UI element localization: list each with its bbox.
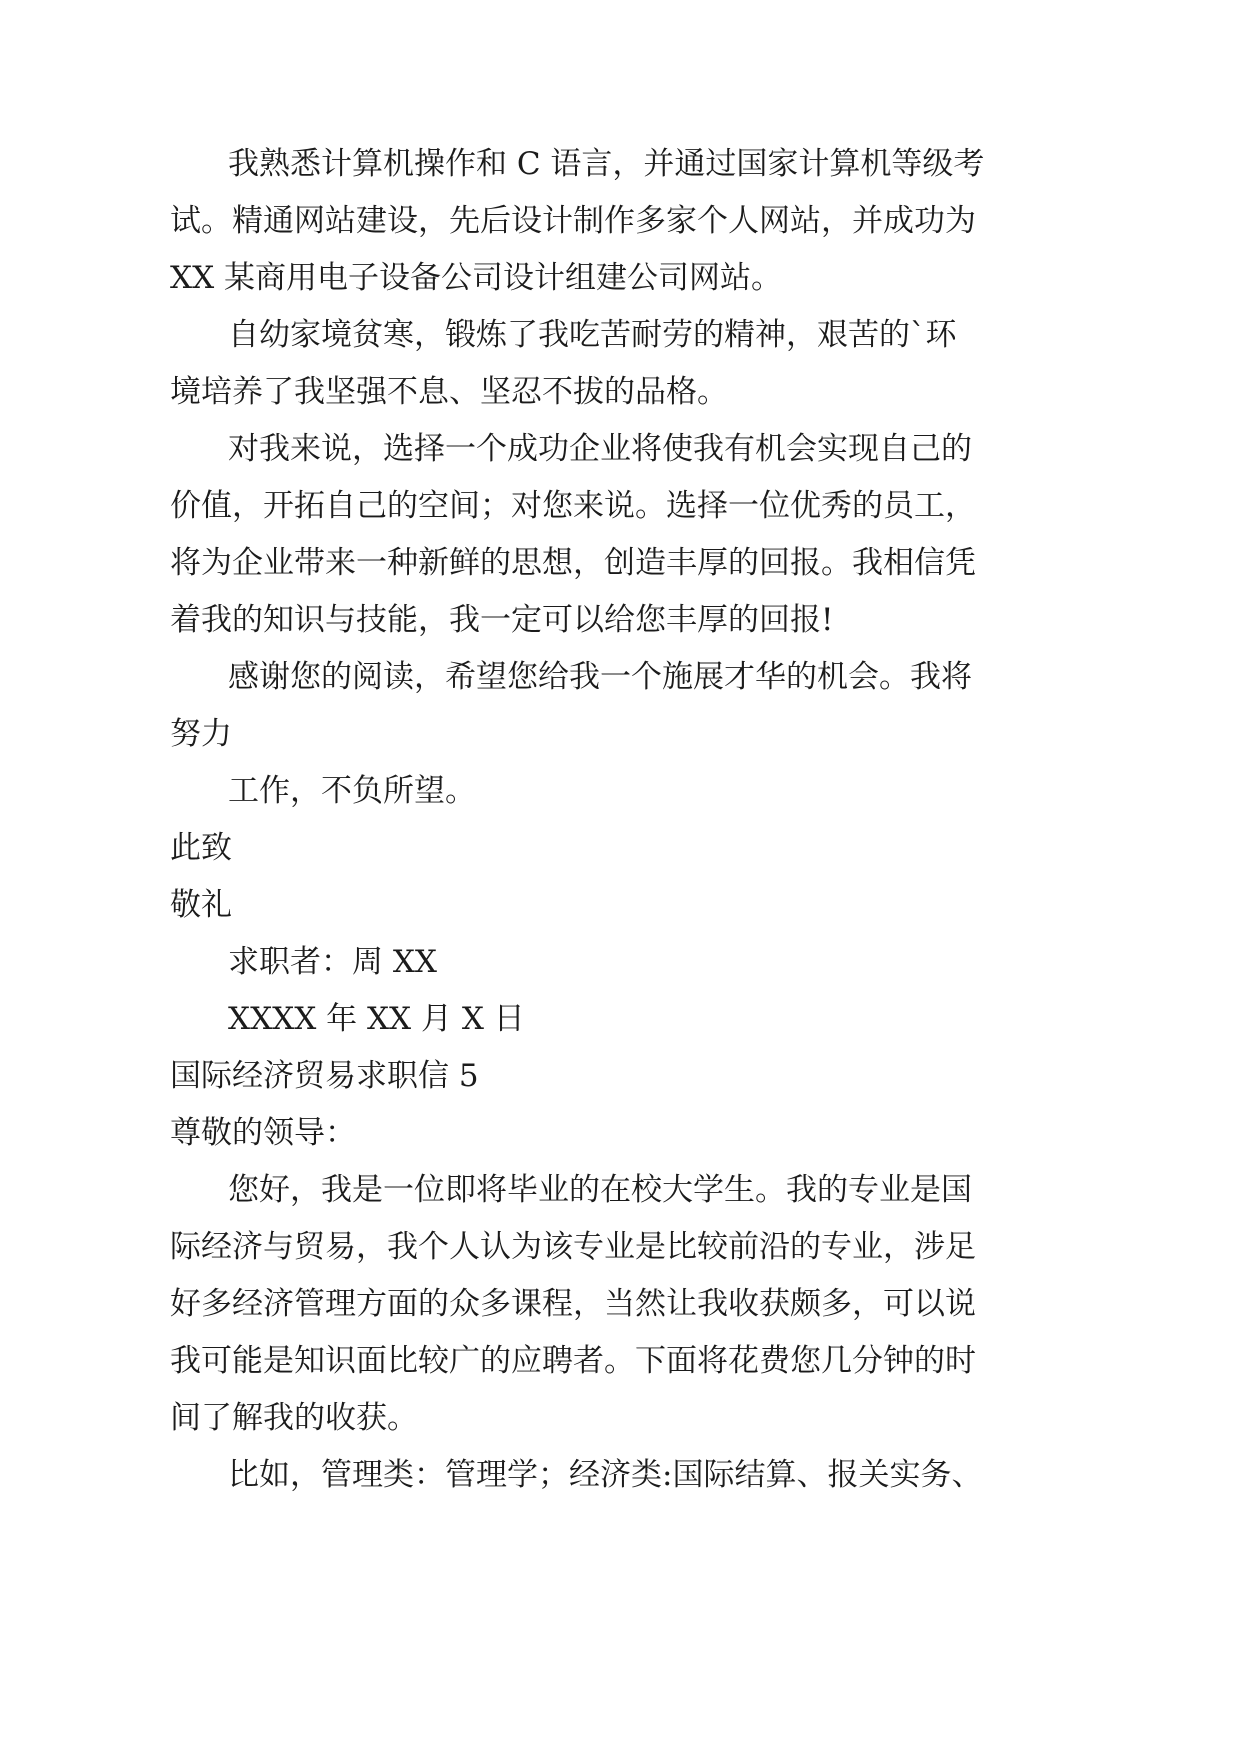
signature-applicant: 求职者：周 XX (228, 944, 437, 980)
letter-heading: 国际经济贸易求职信 5 (170, 1058, 479, 1094)
paragraph-thanks-line: 工作，不负所望。 (228, 773, 476, 809)
paragraph-intro-line: 际经济与贸易，我个人认为该专业是比较前沿的专业，涉足 (170, 1229, 976, 1265)
paragraph-courses-line: 比如，管理类：管理学；经济类:国际结算、报关实务、 (228, 1457, 983, 1493)
paragraph-intro-line: 我可能是知识面比较广的应聘者。下面将花费您几分钟的时 (170, 1343, 976, 1379)
paragraph-thanks-line: 感谢您的阅读，希望您给我一个施展才华的机会。我将 (228, 659, 972, 695)
paragraph-intro-line: 您好，我是一位即将毕业的在校大学生。我的专业是国 (228, 1172, 972, 1208)
paragraph-intro-line: 好多经济管理方面的众多课程，当然让我收获颇多，可以说 (170, 1286, 976, 1322)
paragraph-character-line: 自幼家境贫寒，锻炼了我吃苦耐劳的精神，艰苦的`环 (228, 317, 957, 353)
paragraph-value-line: 将为企业带来一种新鲜的思想，创造丰厚的回报。我相信凭 (170, 545, 976, 581)
paragraph-value-line: 价值，开拓自己的空间；对您来说。选择一位优秀的员工， (170, 488, 976, 524)
paragraph-intro-line: 间了解我的收获。 (170, 1400, 418, 1436)
paragraph-computer-skills-line: 我熟悉计算机操作和 C 语言，并通过国家计算机等级考 (228, 146, 985, 182)
paragraph-value-line: 着我的知识与技能，我一定可以给您丰厚的回报! (170, 602, 834, 638)
paragraph-value-line: 对我来说，选择一个成功企业将使我有机会实现自己的 (228, 431, 972, 467)
paragraph-thanks-line: 努力 (170, 716, 232, 752)
letter-greeting: 尊敬的领导： (170, 1115, 356, 1151)
closing-salutation: 此致 (170, 830, 232, 866)
paragraph-computer-skills-line: XX 某商用电子设备公司设计组建公司网站。 (170, 260, 782, 296)
paragraph-computer-skills-line: 试。精通网站建设，先后设计制作多家个人网站，并成功为 (170, 203, 976, 239)
closing-regards: 敬礼 (170, 887, 232, 923)
signature-date: XXXX 年 XX 月 X 日 (228, 1001, 525, 1037)
paragraph-character-line: 境培养了我坚强不息、坚忍不拔的品格。 (170, 374, 728, 410)
